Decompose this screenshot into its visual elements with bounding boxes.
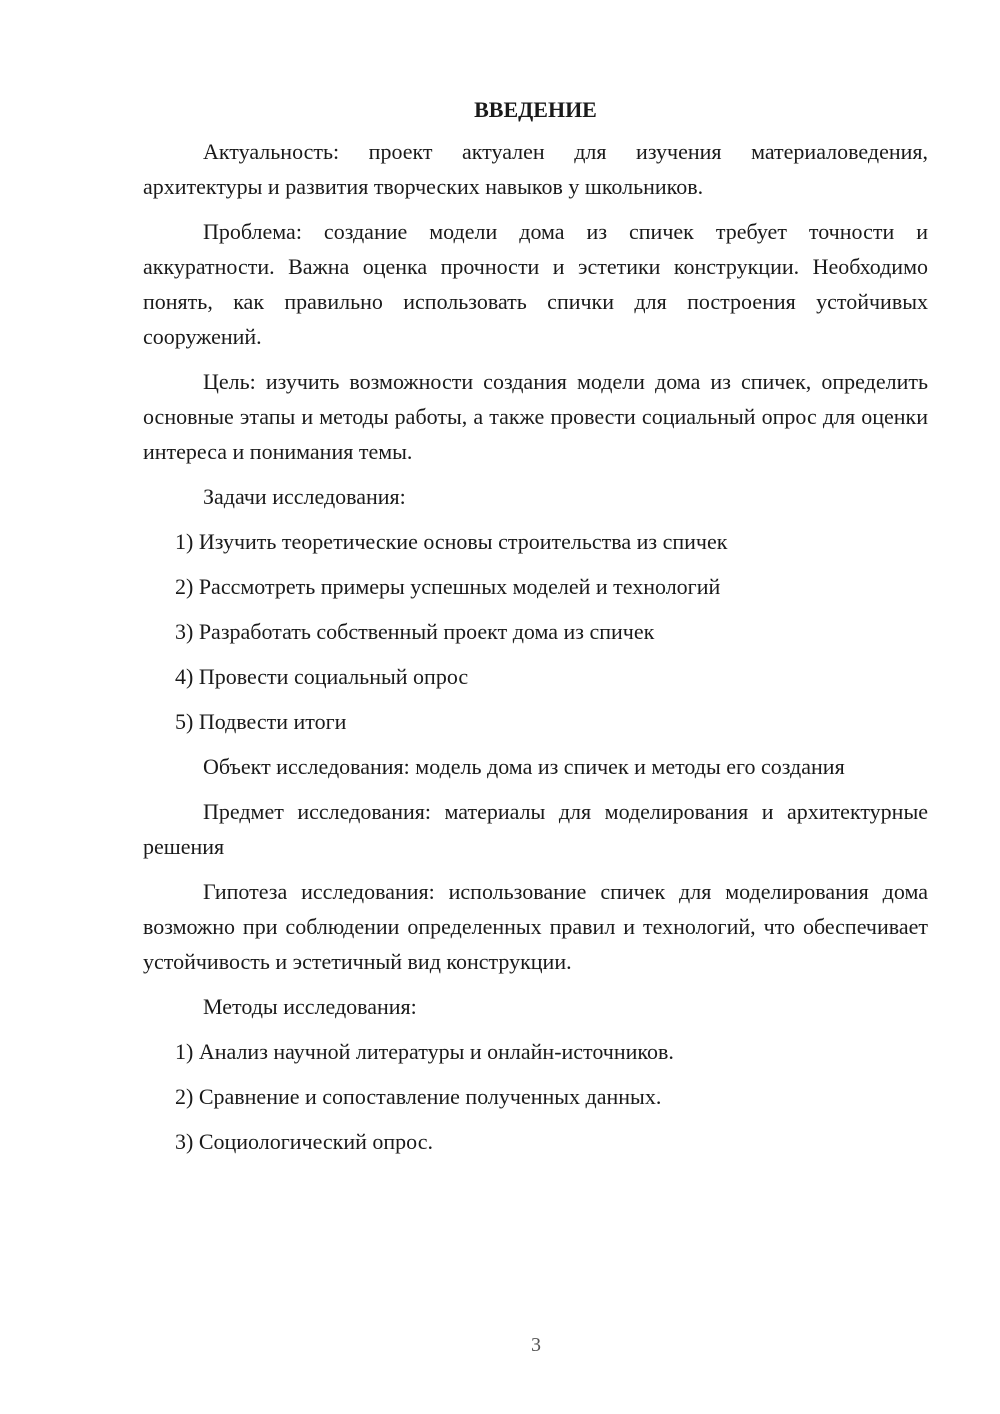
task-item: 2) Рассмотреть примеры успешных моделей и технологий [175,574,721,599]
task-item: 3) Разработать собственный проект дома из спичек [175,619,655,644]
hypothesis-paragraph: Гипотеза исследования: использование спичек для моделирования дома возможно при соблюдении определенных правил и технологий, что обеспечивает устойчивость и эстетичный вид конструкции. [143,879,928,974]
method-item: 2) Сравнение и сопоставление полученных данных. [175,1084,662,1109]
methods-heading: Методы исследования: [203,994,417,1019]
document-page [143,96,928,1169]
problem-paragraph: Проблема: создание модели дома из спичек требует точности и аккуратности. Важна оценка прочности и эстетики конструкции. Необходимо понять, как правильно использовать спички для построения устойчивых сооружений. [143,219,928,349]
goal-paragraph: Цель: изучить возможности создания модели дома из спичек, определить основные этапы и методы работы, а также провести социальный опрос для оценки интереса и понимания темы. [143,369,928,464]
relevance-paragraph: Актуальность: проект актуален для изучения материаловедения, архитектуры и развития творческих навыков у школьников. [143,139,928,199]
task-item: 5) Подвести итоги [175,709,347,734]
tasks-heading: Задачи исследования: [203,484,406,509]
task-item: 4) Провести социальный опрос [175,664,469,689]
page-number: 3 [531,1334,541,1356]
page-title: ВВЕДЕНИЕ [474,97,597,122]
subject-paragraph: Предмет исследования: материалы для моделирования и архитектурные решения [143,799,928,859]
method-item: 3) Социологический опрос. [175,1129,433,1154]
method-item: 1) Анализ научной литературы и онлайн-источников. [175,1039,674,1064]
object-paragraph: Объект исследования: модель дома из спичек и методы его создания [203,754,845,779]
task-item: 1) Изучить теоретические основы строительства из спичек [175,529,728,554]
